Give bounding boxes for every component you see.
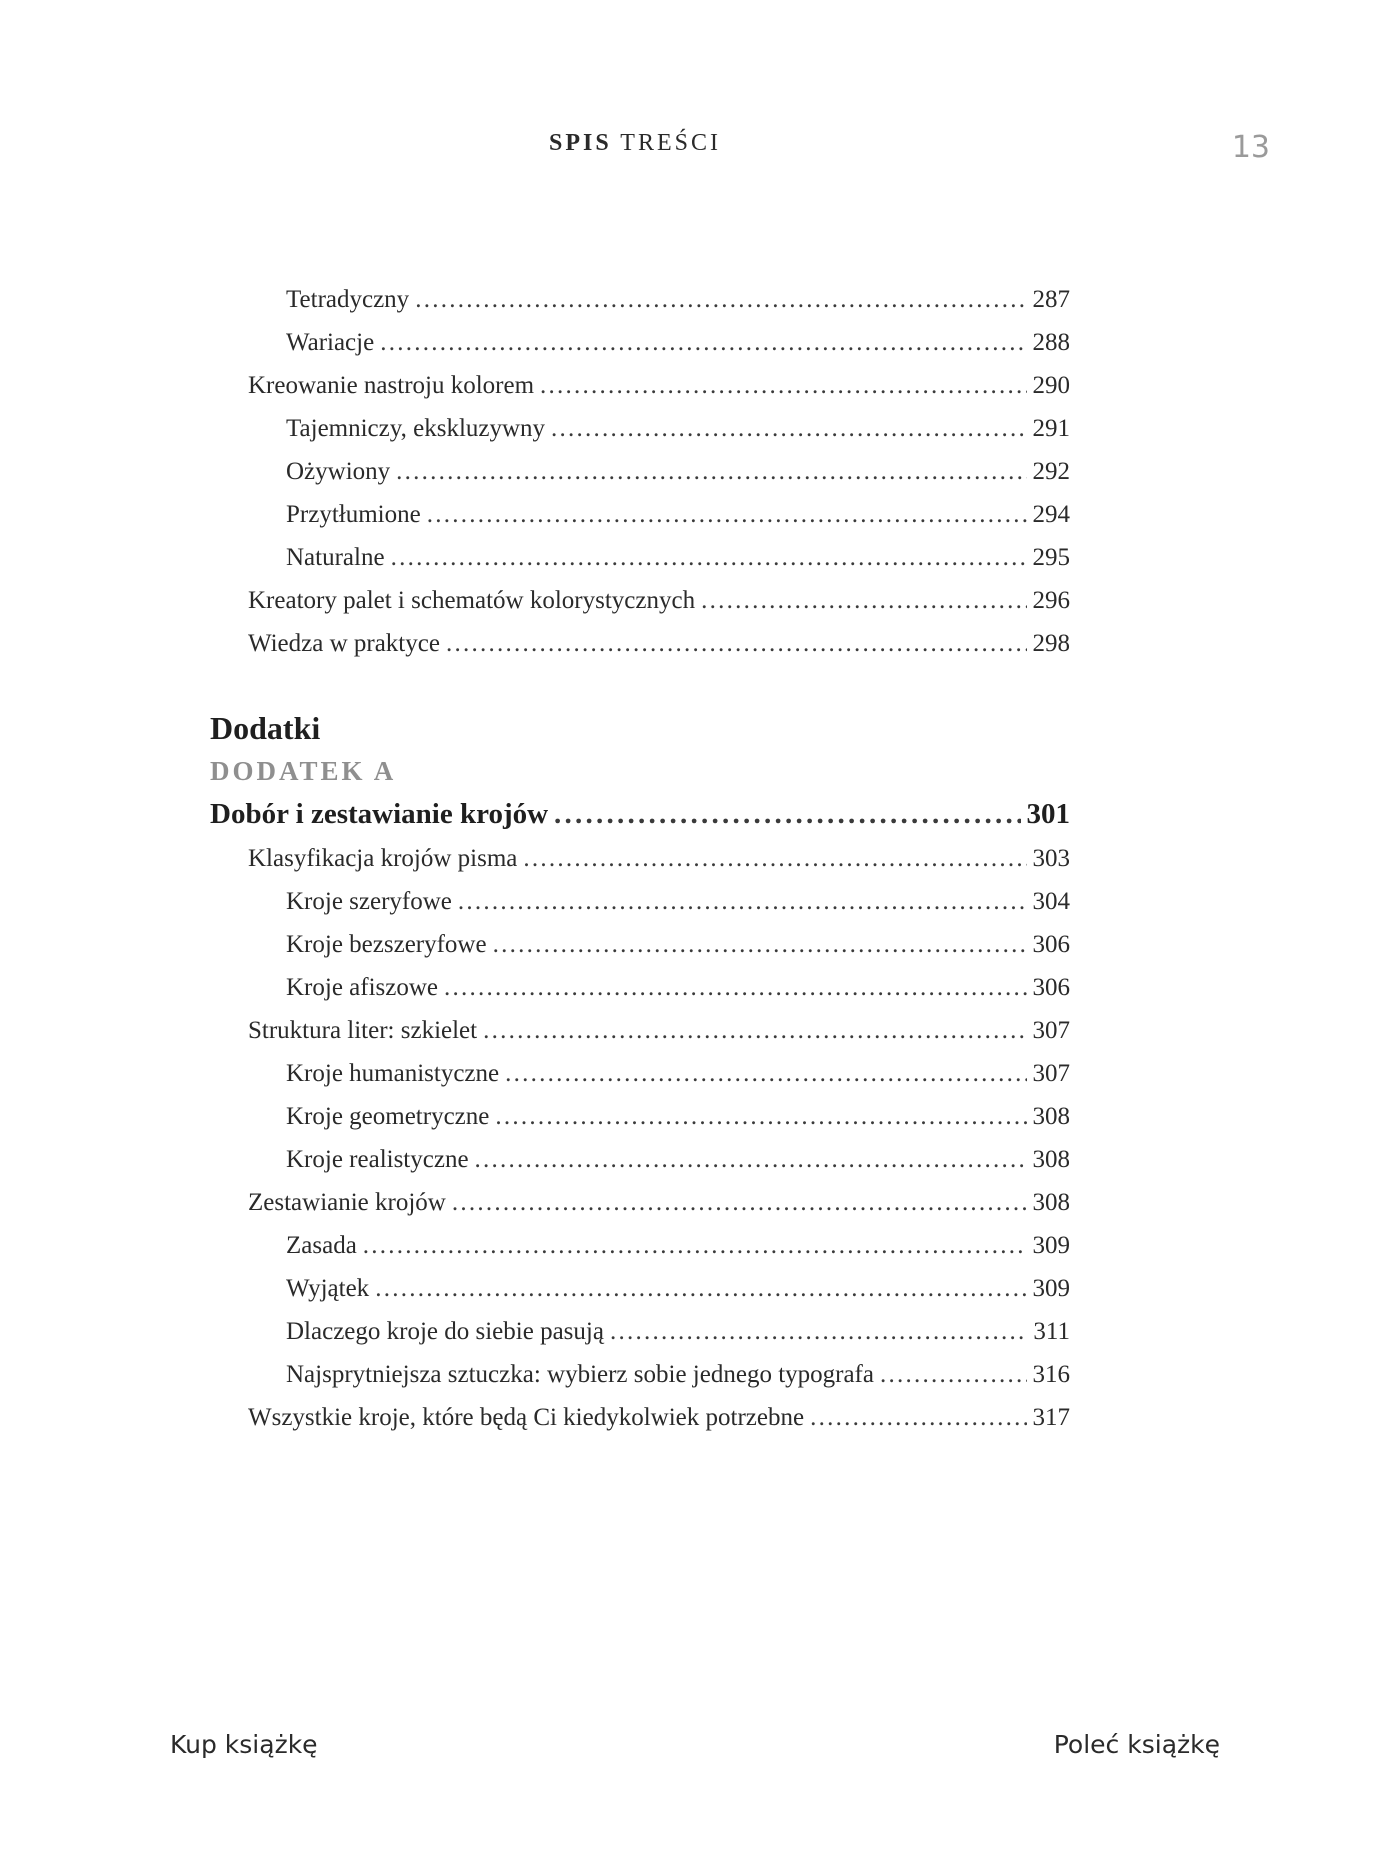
toc-entry-title: Przytłumione xyxy=(286,501,421,528)
toc-entry-title: Kreatory palet i schematów kolorystycznych xyxy=(248,587,696,614)
toc-leader-dots xyxy=(540,364,1026,407)
toc-entry-page: 308 xyxy=(1032,1146,1070,1173)
running-head-rest: TREŚCI xyxy=(620,130,721,156)
toc-entry-title: Tajemniczy, ekskluzywny xyxy=(286,415,546,442)
toc-entry-page: 287 xyxy=(1032,286,1070,313)
recommend-book-link[interactable]: Poleć książkę xyxy=(1053,1730,1220,1759)
toc-entry-title: Wszystkie kroje, które będą Ci kiedykolwiek potrzebne xyxy=(248,1404,805,1431)
toc-entry-title: Klasyfikacja krojów pisma xyxy=(248,845,518,872)
toc-leader-dots xyxy=(380,321,1026,364)
toc-chapter-title: Dobór i zestawianie krojów xyxy=(210,798,549,830)
toc-row[interactable] xyxy=(210,1396,1070,1439)
toc-row[interactable] xyxy=(210,450,1070,493)
toc-row[interactable] xyxy=(210,1267,1070,1310)
appendix-label: DODATEK A xyxy=(210,756,397,786)
toc-leader-dots xyxy=(415,278,1026,321)
toc-leader-dots xyxy=(495,1095,1026,1138)
toc-entry-page: 317 xyxy=(1032,1404,1070,1431)
toc-entry-title: Tetradyczny xyxy=(286,286,410,313)
toc-row[interactable] xyxy=(210,837,1070,880)
toc-row[interactable] xyxy=(210,407,1070,450)
running-head-bold: SPIS xyxy=(549,130,612,156)
toc-row[interactable] xyxy=(210,1181,1070,1224)
toc-leader-dots xyxy=(427,493,1027,536)
toc-row[interactable] xyxy=(210,1138,1070,1181)
toc-entry-title: Kroje afiszowe xyxy=(286,974,439,1001)
toc-entry-page: 308 xyxy=(1032,1103,1070,1130)
toc-leader-dots xyxy=(505,1052,1026,1095)
toc-entry-title: Wiedza w praktyce xyxy=(248,630,440,657)
toc-chapter-page: 301 xyxy=(1026,798,1070,830)
toc-entry-page: 290 xyxy=(1032,372,1070,399)
toc-leader-dots xyxy=(810,1396,1026,1439)
toc-leader-dots xyxy=(610,1310,1027,1353)
toc-leader-dots xyxy=(475,1138,1027,1181)
page-number: 13 xyxy=(1231,130,1270,165)
toc-entry-title: Kroje realistyczne xyxy=(286,1146,469,1173)
toc-entry-title: Kreowanie nastroju kolorem xyxy=(248,372,535,399)
toc-row[interactable] xyxy=(210,1095,1070,1138)
toc-entry-page: 296 xyxy=(1032,587,1070,614)
buy-book-link[interactable]: Kup książkę xyxy=(170,1730,318,1759)
toc-leader-dots xyxy=(523,837,1026,880)
toc-leader-dots xyxy=(444,966,1026,1009)
toc-entry-title: Naturalne xyxy=(286,544,385,571)
toc-entry-page: 303 xyxy=(1032,845,1070,872)
toc-row[interactable] xyxy=(210,579,1070,622)
toc-entry-title: Zasada xyxy=(286,1232,357,1259)
toc-chapter-row[interactable] xyxy=(210,791,1070,837)
toc-leader-dots xyxy=(493,923,1027,966)
section-heading: Dodatki xyxy=(210,710,321,746)
toc-entry-page: 309 xyxy=(1032,1232,1070,1259)
toc-entry-page: 308 xyxy=(1032,1189,1070,1216)
toc-entry-page: 306 xyxy=(1032,931,1070,958)
toc-row[interactable] xyxy=(210,923,1070,966)
toc-entry-page: 316 xyxy=(1032,1361,1070,1388)
toc-list-before xyxy=(210,278,1070,665)
toc-leader-dots xyxy=(554,791,1020,837)
toc-row[interactable] xyxy=(210,493,1070,536)
running-head xyxy=(0,130,1270,157)
toc-row[interactable] xyxy=(210,1224,1070,1267)
toc-leader-dots xyxy=(458,880,1027,923)
toc-row[interactable] xyxy=(210,880,1070,923)
toc-row[interactable] xyxy=(210,1310,1070,1353)
toc-entry-page: 294 xyxy=(1032,501,1070,528)
toc-row[interactable] xyxy=(210,1052,1070,1095)
toc-entry-title: Kroje geometryczne xyxy=(286,1103,490,1130)
toc-entry-title: Dlaczego kroje do siebie pasują xyxy=(286,1318,604,1345)
toc-entry-page: 292 xyxy=(1032,458,1070,485)
toc-row[interactable] xyxy=(210,622,1070,665)
toc-leader-dots xyxy=(446,622,1027,665)
toc-entry-title: Zestawianie krojów xyxy=(248,1189,446,1216)
table-of-contents xyxy=(210,278,1070,1439)
toc-entry-title: Najsprytniejsza sztuczka: wybierz sobie jednego typografa xyxy=(286,1361,874,1388)
toc-row[interactable] xyxy=(210,321,1070,364)
toc-entry-page: 306 xyxy=(1032,974,1070,1001)
toc-list-after xyxy=(210,837,1070,1439)
toc-row[interactable] xyxy=(210,1009,1070,1052)
toc-leader-dots xyxy=(391,536,1027,579)
toc-entry-page: 295 xyxy=(1032,544,1070,571)
toc-row[interactable] xyxy=(210,966,1070,1009)
toc-entry-page: 288 xyxy=(1032,329,1070,356)
toc-leader-dots xyxy=(880,1353,1027,1396)
toc-entry-title: Ożywiony xyxy=(286,458,391,485)
toc-entry-page: 291 xyxy=(1032,415,1070,442)
toc-leader-dots xyxy=(363,1224,1027,1267)
toc-entry-page: 307 xyxy=(1032,1017,1070,1044)
toc-leader-dots xyxy=(483,1009,1026,1052)
toc-entry-page: 304 xyxy=(1032,888,1070,915)
toc-entry-title: Kroje szeryfowe xyxy=(286,888,452,915)
toc-entry-page: 311 xyxy=(1033,1318,1070,1345)
toc-leader-dots xyxy=(701,579,1026,622)
toc-leader-dots xyxy=(375,1267,1026,1310)
toc-leader-dots xyxy=(396,450,1026,493)
toc-entry-page: 307 xyxy=(1032,1060,1070,1087)
toc-row[interactable] xyxy=(210,278,1070,321)
toc-row[interactable] xyxy=(210,536,1070,579)
toc-entry-title: Kroje bezszeryfowe xyxy=(286,931,487,958)
toc-leader-dots xyxy=(551,407,1026,450)
toc-entry-page: 298 xyxy=(1032,630,1070,657)
toc-entry-title: Wariacje xyxy=(286,329,375,356)
toc-entry-title: Wyjątek xyxy=(286,1275,370,1302)
toc-row[interactable] xyxy=(210,1353,1070,1396)
toc-entry-page: 309 xyxy=(1032,1275,1070,1302)
toc-entry-title: Kroje humanistyczne xyxy=(286,1060,500,1087)
toc-entry-title: Struktura liter: szkielet xyxy=(248,1017,478,1044)
toc-row[interactable] xyxy=(210,364,1070,407)
toc-leader-dots xyxy=(452,1181,1027,1224)
